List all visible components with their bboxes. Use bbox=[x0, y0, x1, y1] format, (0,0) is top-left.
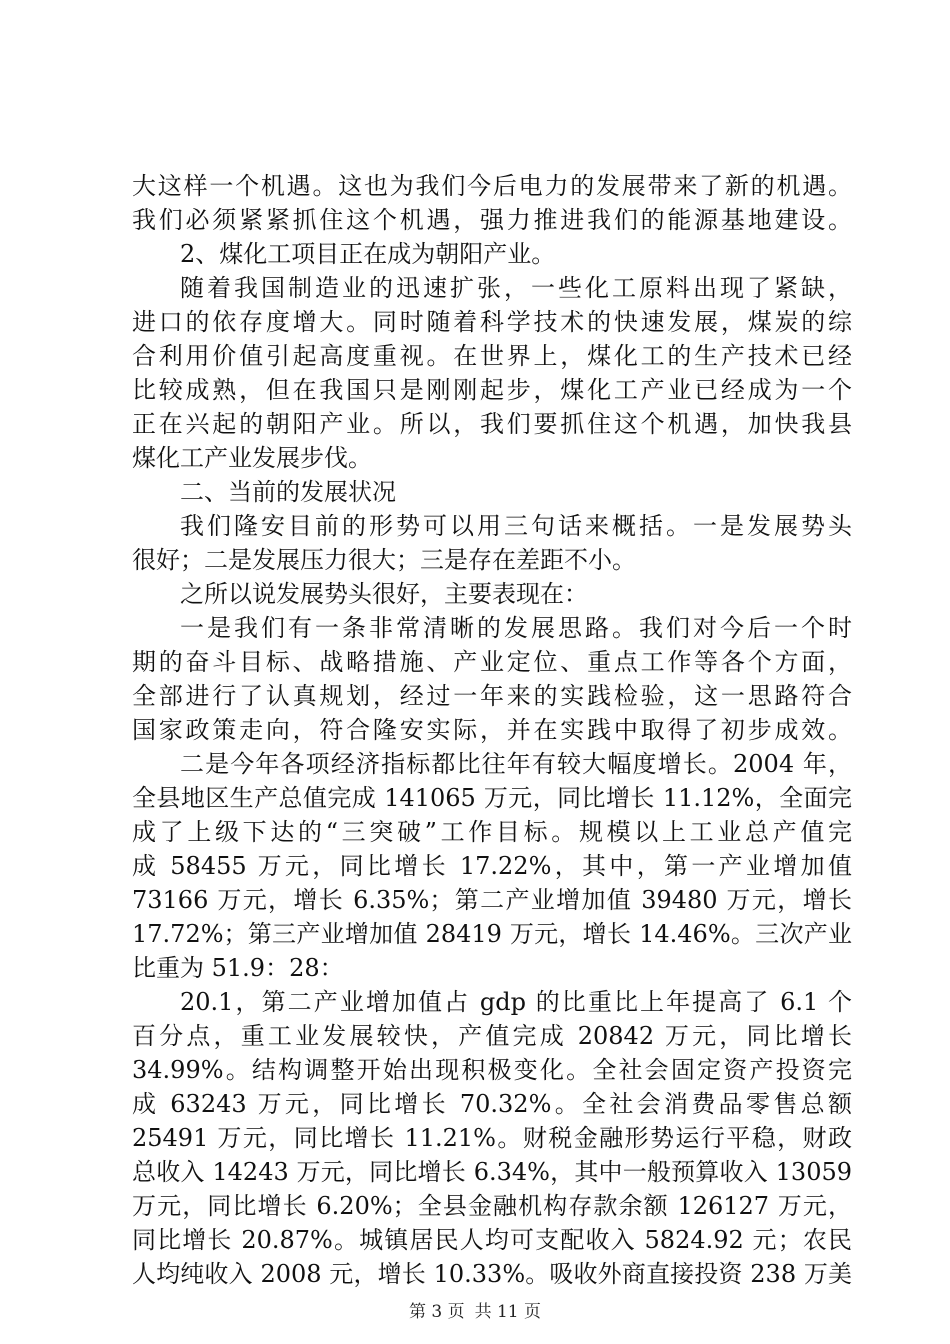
text-line: 20.1，第二产业增加值占 gdp 的比重比上年提高了 6.1 个 bbox=[180, 988, 852, 1016]
text-line: 二是今年各项经济指标都比往年有较大幅度增长。2004 年， bbox=[180, 750, 852, 778]
text-line: 比重为 51.9：28： bbox=[132, 954, 344, 982]
text-line: 成 58455 万元，同比增长 17.22%，其中，第一产业增加值 bbox=[132, 852, 852, 880]
text-line: 进口的依存度增大。同时随着科学技术的快速发展，煤炭的综 bbox=[132, 308, 852, 336]
text-line: 全部进行了认真规划，经过一年来的实践检验，这一思路符合 bbox=[132, 682, 852, 710]
text-line: 之所以说发展势头很好，主要表现在： bbox=[180, 580, 588, 608]
text-line: 百分点，重工业发展较快，产值完成 20842 万元，同比增长 bbox=[132, 1022, 852, 1050]
text-line: 随着我国制造业的迅速扩张，一些化工原料出现了紧缺， bbox=[180, 274, 852, 302]
text-line: 同比增长 20.87%。城镇居民人均可支配收入 5824.92 元；农民 bbox=[132, 1226, 852, 1254]
text-line: 煤化工产业发展步伐。 bbox=[132, 444, 372, 472]
text-line: 我们必须紧紧抓住这个机遇，强力推进我们的能源基地建设。 bbox=[132, 206, 852, 234]
text-line: 合利用价值引起高度重视。在世界上，煤化工的生产技术已经 bbox=[132, 342, 852, 370]
text-line: 我们隆安目前的形势可以用三句话来概括。一是发展势头 bbox=[180, 512, 852, 540]
text-line: 25491 万元，同比增长 11.21%。财税金融形势运行平稳，财政 bbox=[132, 1124, 852, 1152]
page-footer bbox=[0, 1300, 950, 1324]
text-line: 总收入 14243 万元，同比增长 6.34%，其中一般预算收入 13059 bbox=[132, 1158, 852, 1186]
text-line: 万元，同比增长 6.20%；全县金融机构存款余额 126127 万元， bbox=[132, 1192, 852, 1220]
text-line: 比较成熟，但在我国只是刚刚起步，煤化工产业已经成为一个 bbox=[132, 376, 852, 404]
text-line: 全县地区生产总值完成 141065 万元，同比增长 11.12%，全面完 bbox=[132, 784, 852, 812]
text-line: 期的奋斗目标、战略措施、产业定位、重点工作等各个方面， bbox=[132, 648, 852, 676]
section-heading: 2、煤化工项目正在成为朝阳产业。 bbox=[180, 240, 556, 268]
text-line: 17.72%；第三产业增加值 28419 万元，增长 14.46%。三次产业 bbox=[132, 920, 852, 948]
text-line: 大这样一个机遇。这也为我们今后电力的发展带来了新的机遇。 bbox=[132, 172, 852, 200]
text-line: 国家政策走向，符合隆安实际，并在实践中取得了初步成效。 bbox=[132, 716, 852, 744]
text-line: 34.99%。结构调整开始出现积极变化。全社会固定资产投资完 bbox=[132, 1056, 852, 1084]
text-line: 一是我们有一条非常清晰的发展思路。我们对今后一个时 bbox=[180, 614, 852, 642]
section-heading: 二、当前的发展状况 bbox=[180, 478, 396, 506]
text-line: 很好；二是发展压力很大；三是存在差距不小。 bbox=[132, 546, 636, 574]
page-total: 共 11 页 bbox=[474, 1302, 542, 1322]
page-number: 第 3 页 bbox=[408, 1302, 465, 1322]
text-line: 正在兴起的朝阳产业。所以，我们要抓住这个机遇，加快我县 bbox=[132, 410, 852, 438]
text-line: 人均纯收入 2008 元，增长 10.33%。吸收外商直接投资 238 万美 bbox=[132, 1260, 852, 1288]
text-line: 73166 万元，增长 6.35%；第二产业增加值 39480 万元，增长 bbox=[132, 886, 852, 914]
text-line: 成了上级下达的“三突破”工作目标。规模以上工业总产值完 bbox=[132, 818, 852, 846]
text-line: 成 63243 万元，同比增长 70.32%。全社会消费品零售总额 bbox=[132, 1090, 852, 1118]
